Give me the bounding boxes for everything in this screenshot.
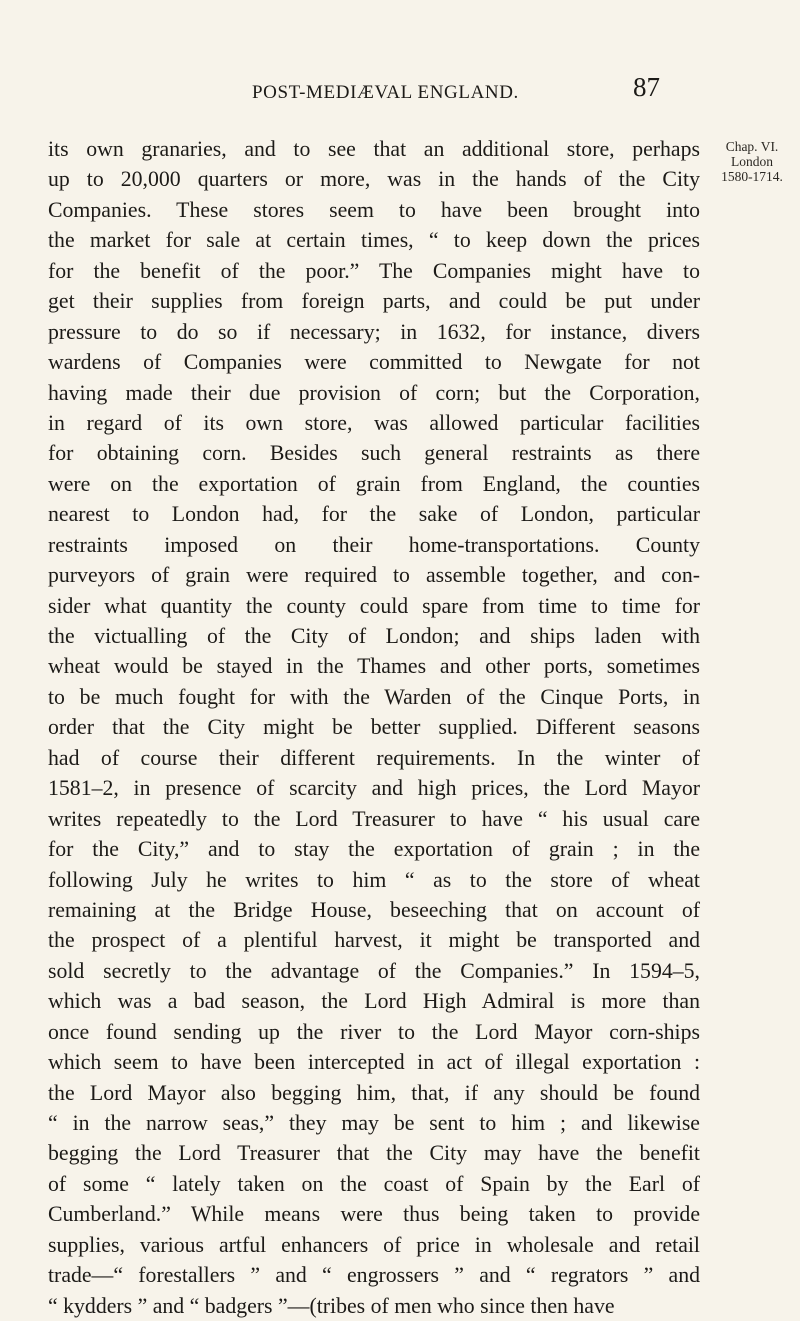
text-line: once found sending up the river to the Lord Mayor corn-ships xyxy=(48,1019,700,1044)
text-line: 1581–2, in presence of scarcity and high prices, the Lord Mayor xyxy=(48,776,700,801)
text-line: the victualling of the City of London; and ships laden with xyxy=(48,624,700,648)
text-line: having made their due provision of corn; but the Corporation, xyxy=(48,380,700,405)
text-line: the market for sale at certain times, “ to keep down the prices xyxy=(48,228,700,253)
text-line: had of course their different requirements. In the winter of xyxy=(48,745,700,770)
text-line: order that the City might be better supplied. Different seasons xyxy=(48,715,700,740)
text-line: its own granaries, and to see that an additional store, perhaps xyxy=(48,137,700,161)
text-line: nearest to London had, for the sake of London, particular xyxy=(48,502,700,527)
text-line: for obtaining corn. Besides such general restraints as there xyxy=(48,441,700,466)
text-line: trade—“ forestallers ” and “ engrossers ” and “ regrators ” and xyxy=(48,1263,700,1288)
text-line: to be much fought for with the Warden of the Cinque Ports, in xyxy=(48,684,700,709)
text-line: following July he writes to him “ as to the store of wheat xyxy=(48,867,700,892)
text-line: remaining at the Bridge House, beseeching that on account of xyxy=(48,897,700,922)
text-line: wardens of Companies were committed to Newgate for not xyxy=(48,350,700,375)
text-line: purveyors of grain were required to assemble together, and con- xyxy=(48,563,700,588)
text-line: sold secretly to the advantage of the Companies.” In 1594–5, xyxy=(48,958,700,983)
text-line: up to 20,000 quarters or more, was in the hands of the City xyxy=(48,167,700,192)
text-line: Cumberland.” While means were thus being taken to provide xyxy=(48,1202,700,1227)
page-number: 87 xyxy=(633,72,660,102)
text-line: “ kydders ” and “ badgers ”—(tribes of men who since then have xyxy=(48,1293,615,1318)
text-line: the Lord Mayor also begging him, that, if any should be found xyxy=(48,1080,700,1105)
page-header-title: POST-MEDIÆVAL ENGLAND. xyxy=(252,82,519,103)
text-line: restraints imposed on their home-transportations. County xyxy=(48,532,700,557)
text-line: Companies. These stores seem to have been brought into xyxy=(48,197,700,222)
text-line: for the benefit of the poor.” The Companies might have to xyxy=(48,258,700,283)
text-line: sider what quantity the county could spare from time to time for xyxy=(48,593,700,618)
text-line: writes repeatedly to the Lord Treasurer to have “ his usual care xyxy=(48,806,700,831)
text-line: were on the exportation of grain from England, the counties xyxy=(48,471,700,496)
text-line: supplies, various artful enhancers of price in wholesale and retail xyxy=(48,1232,700,1257)
text-line: pressure to do so if necessary; in 1632, for instance, divers xyxy=(48,319,700,344)
text-line: begging the Lord Treasurer that the City may have the benefit xyxy=(48,1141,700,1166)
text-line: which was a bad season, the Lord High Admiral is more than xyxy=(48,989,700,1014)
text-line: the prospect of a plentiful harvest, it might be transported and xyxy=(48,928,700,953)
margin-note-chapter: Chap. VI. xyxy=(725,139,779,154)
text-line: which seem to have been intercepted in act of illegal exportation : xyxy=(48,1050,700,1075)
text-line: get their supplies from foreign parts, and could be put under xyxy=(48,289,700,314)
text-line: “ in the narrow seas,” they may be sent to him ; and likewise xyxy=(48,1111,700,1135)
running-head xyxy=(0,72,800,112)
text-line: for the City,” and to stay the exportation of grain ; in the xyxy=(48,837,700,862)
text-line: of some “ lately taken on the coast of Spain by the Earl of xyxy=(48,1171,700,1196)
margin-note-place: London xyxy=(731,154,773,169)
text-line: wheat would be stayed in the Thames and other ports, sometimes xyxy=(48,654,700,679)
body-text xyxy=(48,134,700,1321)
text-line: in regard of its own store, was allowed particular facilities xyxy=(48,410,700,435)
margin-note xyxy=(706,139,798,184)
margin-note-dates: 1580-1714. xyxy=(721,169,783,184)
